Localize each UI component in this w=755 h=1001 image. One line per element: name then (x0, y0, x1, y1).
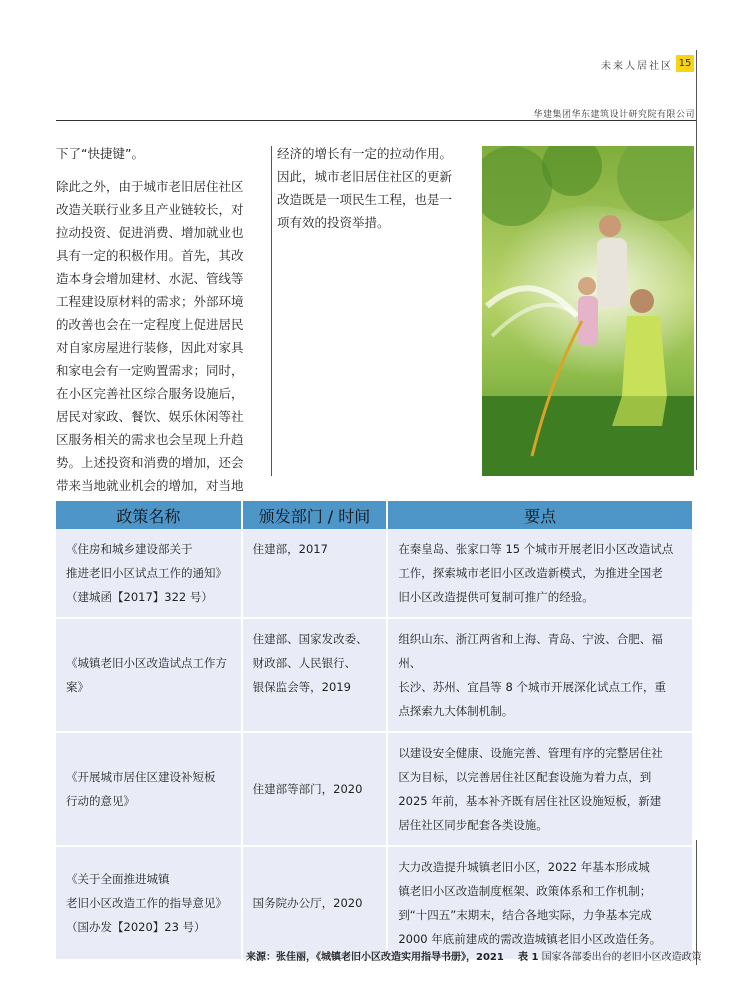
cell-line: 到“十四五”末期末，结合各地实际，力争基本完成 (398, 908, 652, 922)
cell-line: 财政部、人民银行、 (252, 656, 357, 670)
table-header-row (56, 501, 692, 529)
cell-line: 2000 年底前建成的需改造城镇老旧小区改造任务。 (398, 932, 662, 946)
cell-line: 大力改造提升城镇老旧小区，2022 年基本形成城 (398, 860, 650, 874)
cell-line: 住建部，2017 (252, 542, 328, 556)
cell-line: 区为目标，以完善居住社区配套设施为着力点，到 (398, 770, 652, 784)
text-line: 对自家房屋进行装修，因此对家具 (56, 340, 244, 355)
caption-text: 国家各部委出台的老旧小区改造政策 (541, 952, 702, 963)
garden-family-photo (482, 146, 694, 476)
cell-line: 国务院办公厅，2020 (252, 896, 363, 910)
column-header-department: 颁发部门 / 时间 (242, 501, 388, 529)
cell-line: （建城函【2017】322 号） (66, 590, 213, 604)
key-points-cell (387, 846, 692, 960)
text-line: 带来当地就业机会的增加，对当地 (56, 478, 244, 493)
cell-line: 《开展城市居住区建设补短板 (66, 770, 216, 784)
cell-line: 居住社区同步配套各类设施。 (398, 818, 548, 832)
cell-line: 旧小区改造提供可复制可推广的经验。 (398, 590, 594, 604)
department-cell (242, 618, 388, 732)
cell-line: 《住房和城乡建设部关于 (66, 542, 193, 556)
cell-line: 在秦皇岛、张家口等 15 个城市开展老旧小区改造试点 (398, 542, 674, 556)
text-line: 工程建设原材料的需求；外部环境 (56, 294, 244, 309)
department-cell (242, 846, 388, 960)
key-points-cell (387, 618, 692, 732)
text-line: 改造关联行业多且产业链较长，对 (56, 202, 244, 217)
text-line: 势。上述投资和消费的增加，还会 (56, 455, 244, 470)
text-line: 造本身会增加建材、水泥、管线等 (56, 271, 244, 286)
text-line: 具有一定的积极作用。首先，其改 (56, 248, 244, 263)
caption-label: 表 1 (518, 952, 539, 963)
column-header-key-points: 要点 (387, 501, 692, 529)
policy-name-cell (56, 732, 242, 846)
body-column-left (56, 142, 264, 497)
source-citation: 来源：张佳丽，《城镇老旧小区改造实用指导书册》，2021 (246, 952, 504, 963)
cell-line: 老旧小区改造工作的指导意见》 (66, 896, 227, 910)
cell-line: 点探索九大体制机制。 (398, 704, 514, 718)
body-column-middle (277, 142, 473, 234)
table-row (56, 846, 692, 960)
table-caption (518, 948, 702, 963)
cell-line: 长沙、苏州、宜昌等 8 个城市开展深化试点工作，重 (398, 680, 666, 694)
cell-line: 推进老旧小区试点工作的通知》 (66, 566, 227, 580)
text-line: 项有效的投资举措。 (277, 215, 390, 230)
text-line: 下了“快捷键”。 (56, 146, 144, 161)
text-line: 改造既是一项民生工程，也是一 (277, 192, 453, 207)
text-line: 除此之外，由于城市老旧居住社区 (56, 179, 244, 194)
text-line: 区服务相关的需求也会呈现上升趋 (56, 432, 244, 447)
header-rule (56, 120, 696, 121)
key-points-cell (387, 732, 692, 846)
cell-line: 住建部等部门，2020 (252, 782, 363, 796)
policy-table (56, 501, 692, 961)
column-divider (271, 146, 272, 476)
section-title: 未来人居社区 (601, 61, 673, 72)
cell-line: 住建部、国家发改委、 (252, 632, 368, 646)
cell-line: 以建设安全健康、设施完善、管理有序的完整居住社 (398, 746, 663, 760)
cell-line: 镇老旧小区改造制度框架、政策体系和工作机制； (398, 884, 652, 898)
page-number: 15 (676, 55, 694, 72)
department-cell (242, 529, 388, 618)
policy-name-cell (56, 846, 242, 960)
text-line: 经济的增长有一定的拉动作用。 (277, 146, 453, 161)
cell-line: 组织山东、浙江两省和上海、青岛、宁波、合肥、福州、 (398, 632, 663, 670)
company-name: 华建集团华东建筑设计研究院有限公司 (533, 110, 695, 120)
cell-line: （国办发【2020】23 号） (66, 920, 206, 934)
vertical-rule-lower (696, 840, 697, 965)
department-cell (242, 732, 388, 846)
text-line: 居民对家政、餐饮、娱乐休闲等社 (56, 409, 244, 424)
cell-line: 《关于全面推进城镇 (66, 872, 170, 886)
text-line: 在小区完善社区综合服务设施后， (56, 386, 244, 401)
key-points-cell (387, 529, 692, 618)
table-row (56, 732, 692, 846)
cell-line: 工作，探索城市老旧小区改造新模式，为推进全国老 (398, 566, 663, 580)
table-row (56, 618, 692, 732)
cell-line: 2025 年前，基本补齐既有居住社区设施短板，新建 (398, 794, 662, 808)
vertical-rule (696, 50, 697, 470)
policy-name-cell (56, 529, 242, 618)
text-line: 拉动投资、促进消费、增加就业也 (56, 225, 244, 240)
table-row (56, 529, 692, 618)
column-header-policy-name: 政策名称 (56, 501, 242, 529)
cell-line: 银保监会等，2019 (252, 680, 351, 694)
cell-line: 《城镇老旧小区改造试点工作方案》 (66, 656, 227, 694)
text-line: 的改善也会在一定程度上促进居民 (56, 317, 244, 332)
policy-name-cell (56, 618, 242, 732)
text-line: 和家电会有一定购置需求；同时， (56, 363, 244, 378)
cell-line: 行动的意见》 (66, 794, 135, 808)
text-line: 因此，城市老旧居住社区的更新 (277, 169, 453, 184)
